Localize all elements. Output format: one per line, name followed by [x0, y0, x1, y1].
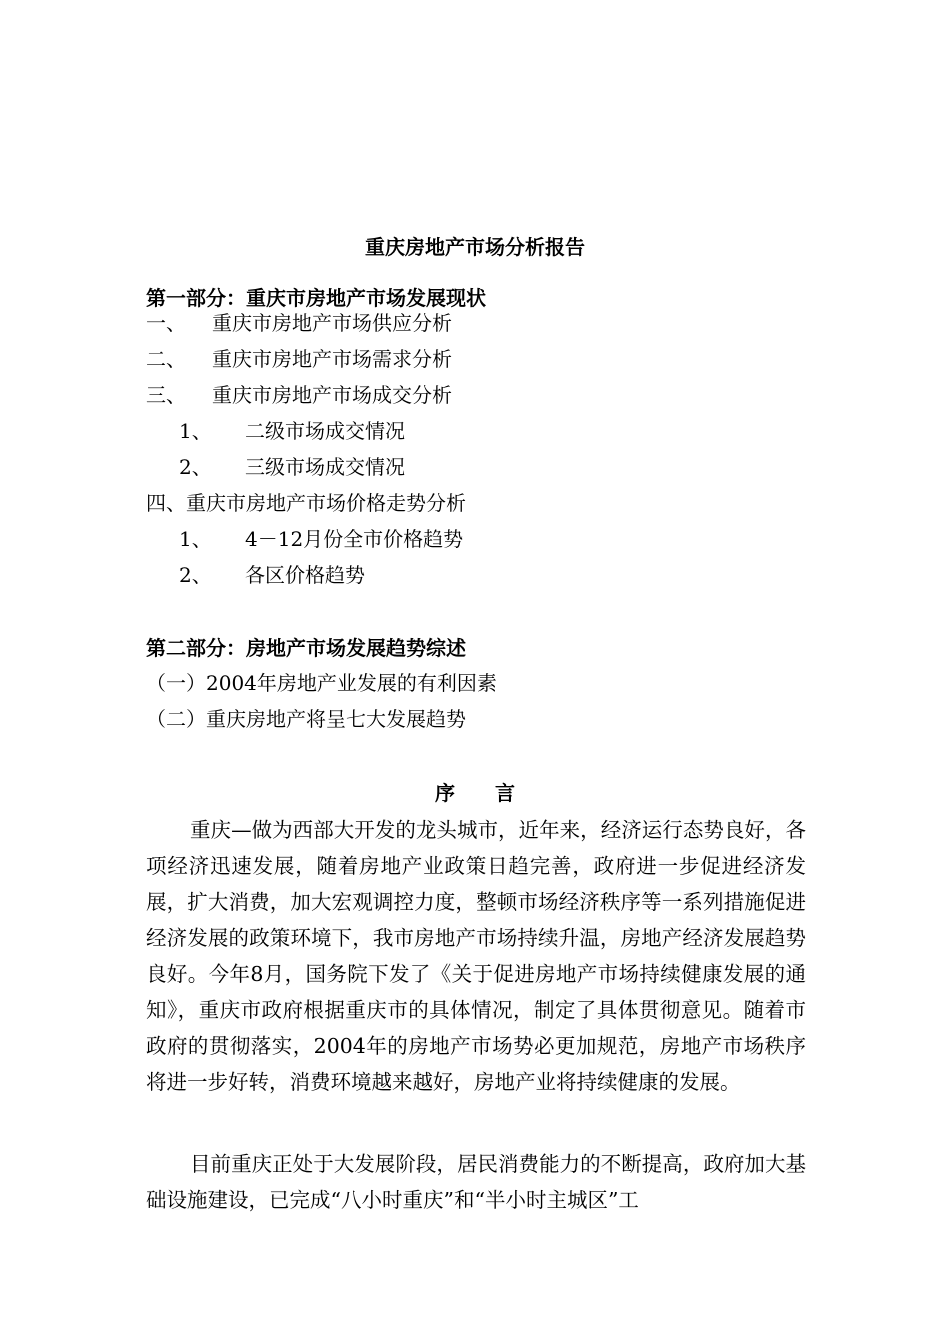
toc-subitem [179, 416, 405, 446]
toc-item: （二）重庆房地产将呈七大发展趋势 [146, 707, 466, 731]
toc-item-text: 四、重庆市房地产市场价格走势分析 [146, 491, 466, 515]
part1-heading: 第一部分：重庆市房地产市场发展现状 [146, 286, 486, 310]
toc-subitem [179, 452, 405, 482]
preface-title: 序言 [435, 781, 555, 805]
preface-paragraph: 重庆—做为西部大开发的龙头城市，近年来，经济运行态势良好，各项经济迅速发展，随着房地产业政策日趋完善，政府进一步促进经济发展，扩大消费，加大宏观调控力度，整顿市场经济秩序等一系列措施促进经济发展的政策环境下，我市房地产市场持续升温，房地产经济发展趋势良好。今年8月，国务院下发了《关于促进房地产市场持续健康发展的通知》，重庆市政府根据重庆市的具体情况，制定了具体贯彻意见。随着市政府的贯彻落实，2004年的房地产市场势必更加规范，房地产市场秩序将进一步好转，消费环境越来越好，房地产业将持续健康的发展。 [146, 818, 806, 1094]
toc-item-text: 重庆市房地产市场需求分析 [212, 347, 452, 371]
toc-item-text: 各区价格趋势 [245, 563, 365, 587]
toc-item [146, 380, 452, 410]
toc-item-number: 1、 [179, 527, 212, 551]
toc-subitem [179, 524, 463, 554]
toc-item-text: 二级市场成交情况 [245, 419, 405, 443]
toc-item-number: 一、 [146, 311, 186, 335]
toc-item: （一）2004年房地产业发展的有利因素 [146, 671, 497, 695]
toc-item [146, 308, 452, 338]
part2-heading: 第二部分：房地产市场发展趋势综述 [146, 636, 466, 660]
toc-item-text: 重庆市房地产市场供应分析 [212, 311, 452, 335]
toc-item-number: 2、 [179, 563, 212, 587]
toc-item-number: 1、 [179, 419, 212, 443]
toc-item [146, 488, 466, 518]
toc-item-text: 三级市场成交情况 [245, 455, 405, 479]
toc-item-text: 4－12月份全市价格趋势 [245, 527, 464, 551]
toc-item-text: 重庆市房地产市场成交分析 [212, 383, 452, 407]
toc-item-number: 三、 [146, 383, 186, 407]
toc-item [146, 344, 452, 374]
toc-item-number: 2、 [179, 455, 212, 479]
toc-subitem [179, 560, 365, 590]
document-title: 重庆房地产市场分析报告 [365, 235, 585, 259]
preface-paragraph: 目前重庆正处于大发展阶段，居民消费能力的不断提高，政府加大基础设施建设，已完成“八小时重庆”和“半小时主城区”工 [146, 1152, 806, 1212]
toc-item-number: 二、 [146, 347, 186, 371]
